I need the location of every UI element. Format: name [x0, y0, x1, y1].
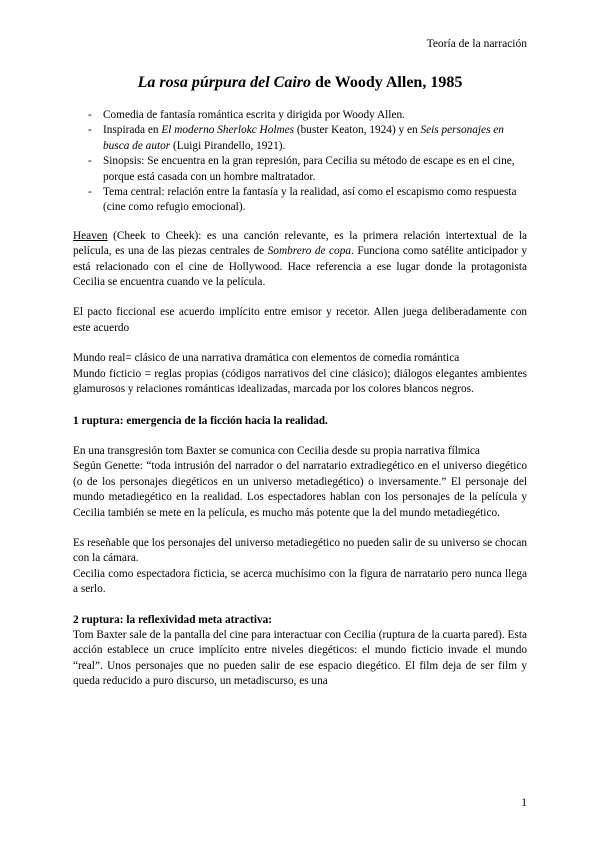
list-item: [73, 185, 527, 216]
list-item-text: Inspirada en: [103, 124, 162, 137]
list-item-text: (Luigi Pirandello, 1921).: [170, 139, 286, 152]
list-item-text: Comedia de fantasía romántica escrita y dirigida por Woody Allen.: [103, 109, 405, 121]
bullet-dash: -: [88, 186, 92, 199]
heaven-term: Heaven: [73, 229, 108, 242]
section-heading-1: 1 ruptura: emergencia de la ficción hacia la realidad.: [73, 414, 328, 427]
list-item-italic: El moderno Sherlokc Holmes: [161, 124, 295, 137]
paragraph-genette: Según Genette: “toda intrusión del narrador o del narratario extradiegético en el universo diegético (o de los personajes diegéticos en un universo metadiegético) o inversamente.” El personaje del mundo metadiegético en la realidad. Los espectadores hablan con los personajes de la película y Cecilia también se mete en la película, es mucho más potente que la del mundo metadiegético.: [73, 460, 527, 519]
title-rest: de Woody Allen, 1985: [311, 74, 463, 91]
paragraph-pacto: El pacto ficcional ese acuerdo implícito entre emisor y recetor. Allen juega deliberadamente con este acuerdo: [73, 306, 527, 334]
list-item: [73, 154, 527, 185]
paragraph-text: (Cheek to Cheek): es una canción relevante, es la primera relación intertextual de la película, es una de las piezas centrales de: [73, 229, 527, 258]
list-item-text: (buster Keaton, 1924) y en: [294, 124, 421, 137]
list-item-text: Sinopsis: Se encuentra en la gran represión, para Cecilia su método de escape es en el cine, porque está casada con un hombre maltratador.: [103, 155, 515, 183]
title-film-name: La rosa púrpura del Cairo: [137, 74, 312, 91]
paragraph-cecilia: Cecilia como espectadora ficticia, se acerca muchísimo con la figura de narratario pero nunca llega a serlo.: [73, 567, 527, 596]
list-item-text: Tema central: relación entre la fantasía y la realidad, así como el escapismo como respuesta (cine como refugio emocional).: [103, 186, 517, 214]
bullet-dash: -: [88, 124, 92, 137]
page-number: 1: [521, 797, 527, 809]
paragraph-tom-baxter: Tom Baxter sale de la pantalla del cine para interactuar con Cecilia (ruptura de la cuarta pared). Esta acción establece un cruce implícito entre niveles diegéticos: el mundo ficticio invade el mundo “real”. Unos personajes que no pueden salir de ese espacio diegético. El film deja de ser film y queda reducido a puro discurso, un metadiscurso, es una: [73, 628, 527, 688]
paragraph-text: . Funciona como satélite anticipador y está relacionado con el cine de Hollywood. Hace referencia a ese lugar donde la protagonista Cecilia se encuentra cuando ve la película.: [73, 245, 527, 289]
document-title: [0, 74, 600, 92]
document-body: [73, 108, 527, 690]
bullet-dash: -: [88, 155, 92, 168]
bullet-dash: -: [88, 109, 92, 121]
running-header: Teoría de la narración: [426, 38, 527, 50]
list-item-italic: Seis personajes en busca de autor: [103, 124, 504, 152]
paragraph-transgresion: En una transgresión tom Baxter se comunica con Cecilia desde su propia narrativa fílmica: [73, 444, 480, 457]
list-item: [73, 108, 527, 123]
paragraph-italic: Sombrero de copa: [267, 245, 352, 258]
section-heading-2: 2 ruptura: la reflexividad meta atractiva:: [73, 613, 273, 626]
paragraph-mundo-real: Mundo real= clásico de una narrativa dramática con elementos de comedia romántica: [73, 352, 460, 365]
summary-list: [73, 108, 527, 216]
paragraph-mundo-ficticio: Mundo ficticio = reglas propias (códigos narrativos del cine clásico); diálogos elegantes ambientes glamurosos y relaciones románticas idealizadas, marcada por los colores blancos negros.: [73, 367, 527, 396]
paragraph-heaven: [73, 229, 527, 291]
list-item: [73, 123, 527, 154]
paragraph-resenable: Es reseñable que los personajes del universo metadiegético no pueden salir de su universo se chocan con la cámara.: [73, 536, 527, 565]
